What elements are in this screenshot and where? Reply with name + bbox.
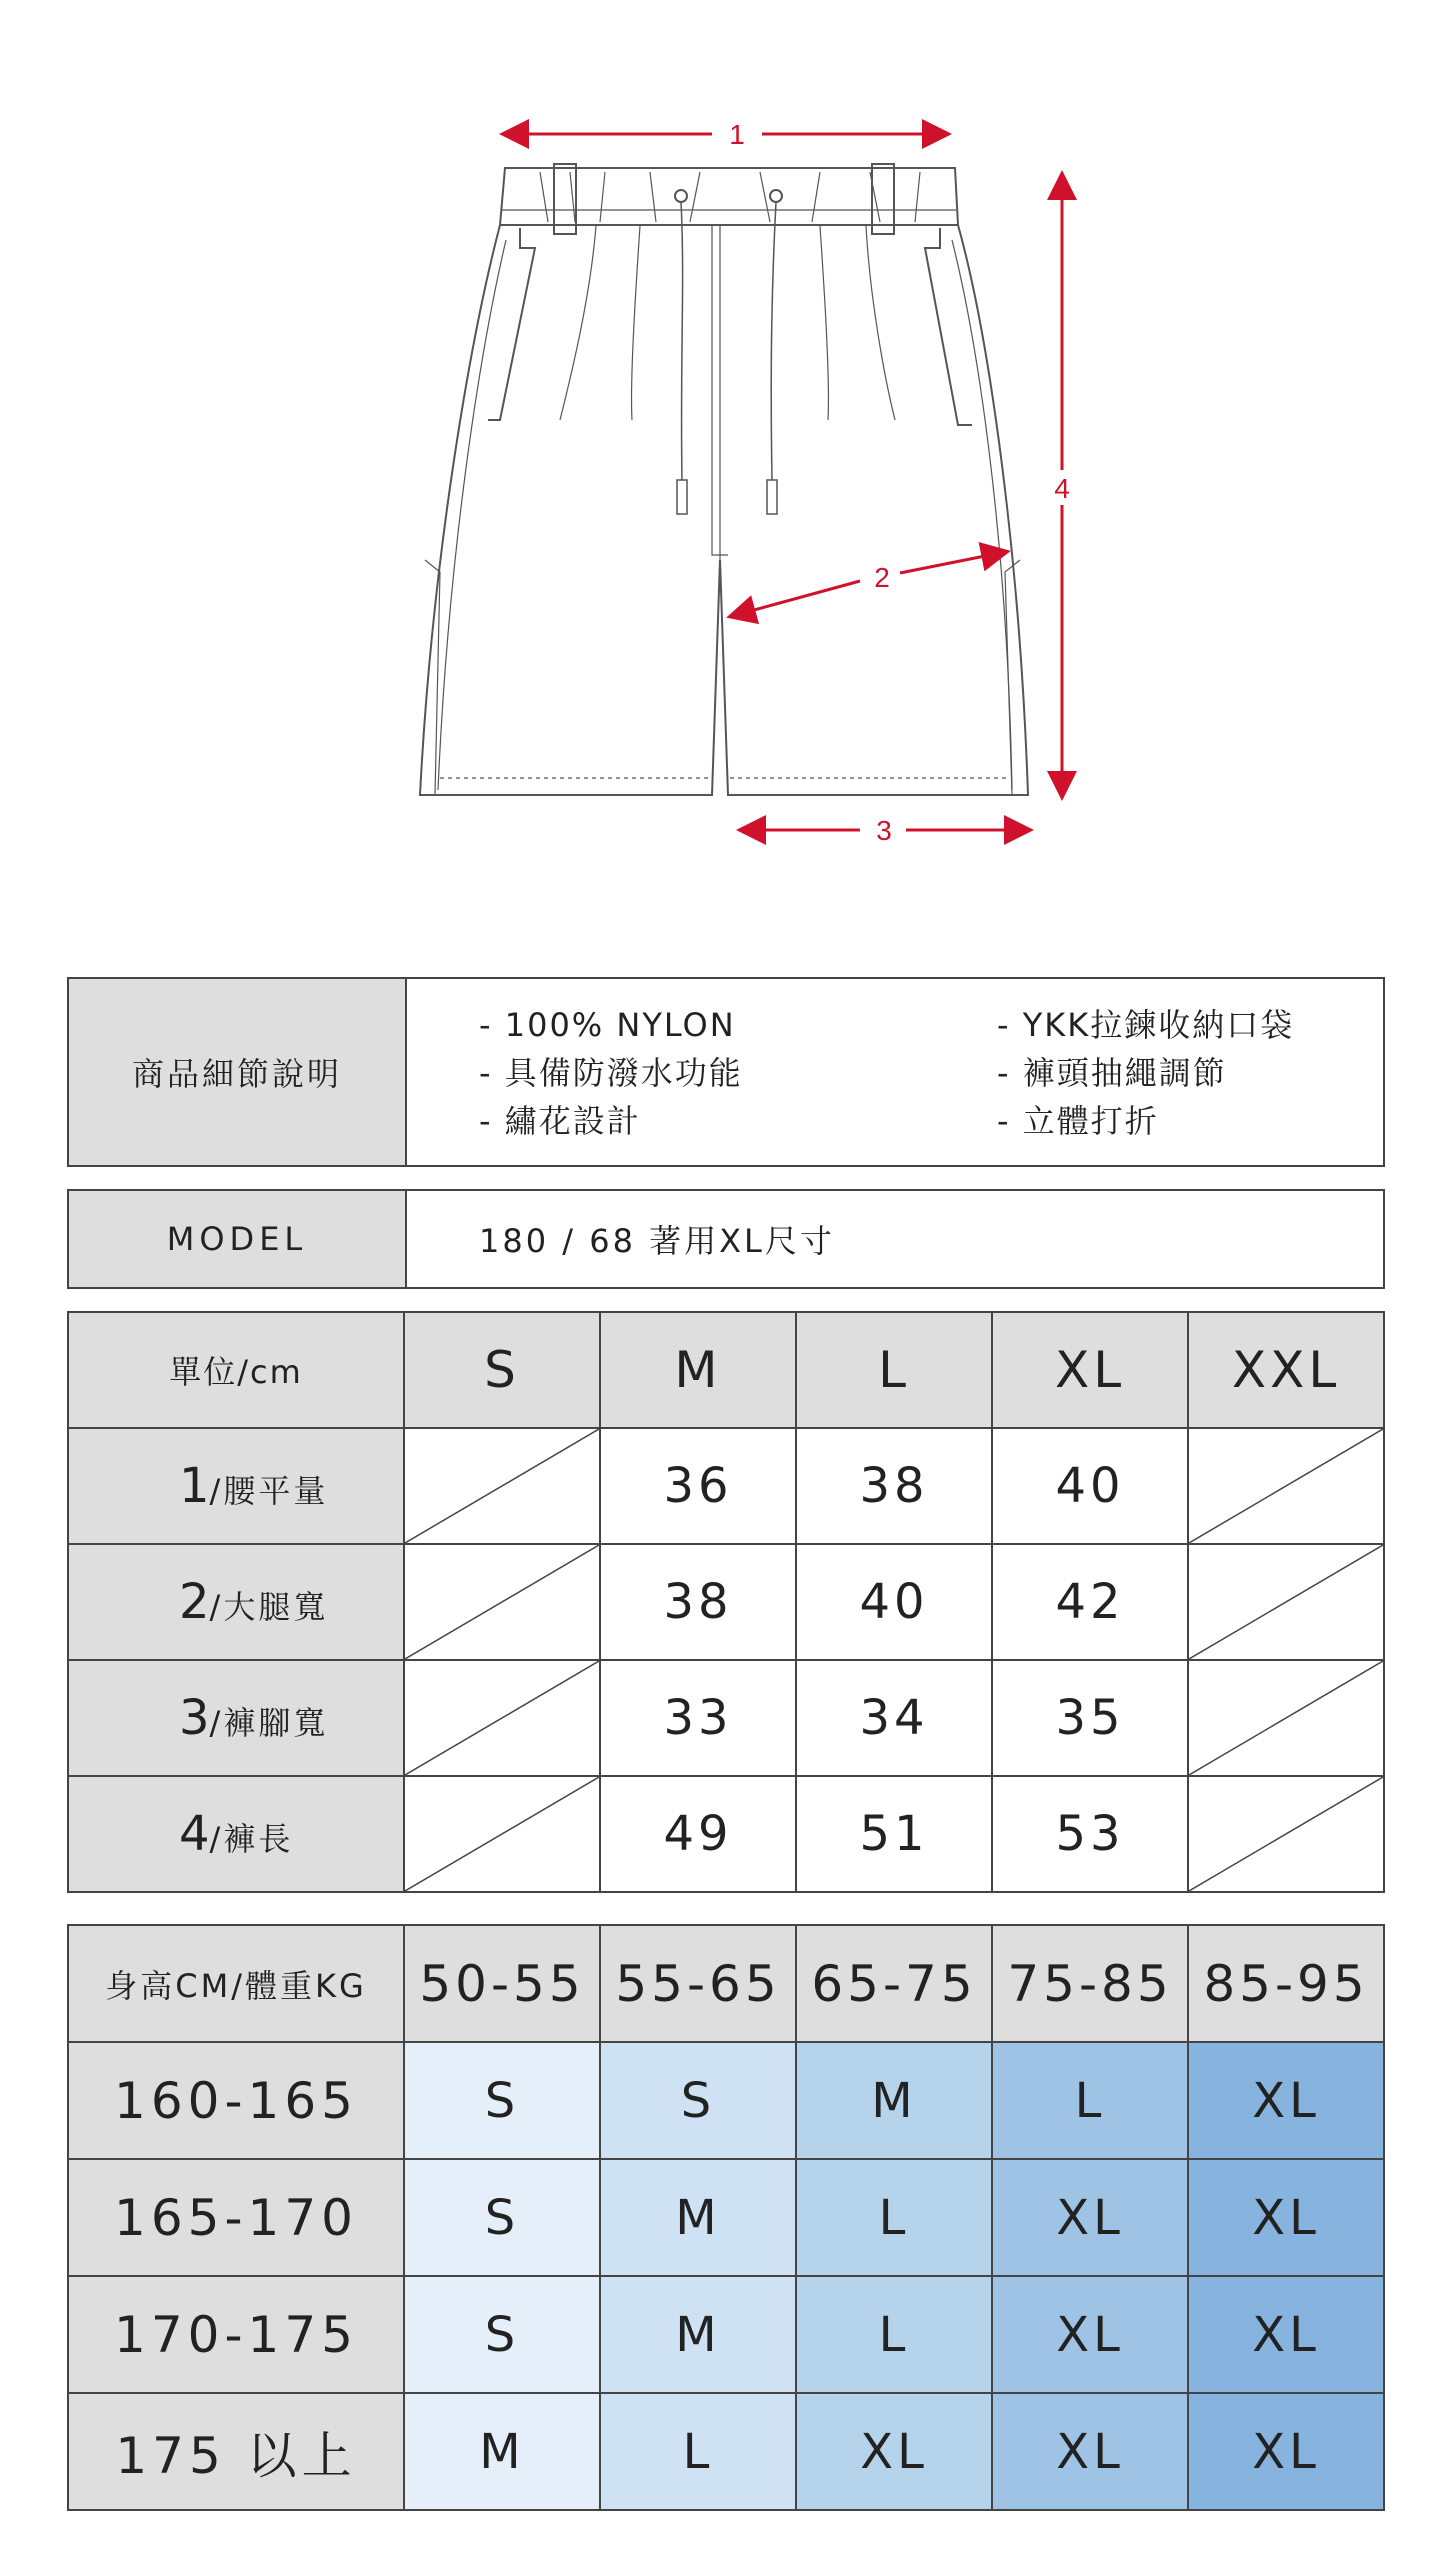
not-available-cell [404, 1660, 600, 1776]
measurement-value: 36 [600, 1428, 796, 1544]
thigh-arrow-lower [732, 581, 860, 616]
features-cell [406, 978, 1384, 1166]
shorts-outline [420, 164, 1028, 795]
fit-size-cell: L [992, 2042, 1188, 2159]
height-weight-label: 身高CM/體重KG [68, 1925, 404, 2042]
model-table [67, 1189, 1385, 1289]
size-header: M [600, 1312, 796, 1428]
not-available-cell [1188, 1544, 1384, 1660]
height-label: 165-170 [68, 2159, 404, 2276]
fit-size-cell: M [600, 2159, 796, 2276]
measurement-value: 35 [992, 1660, 1188, 1776]
unit-label: 單位/cm [68, 1312, 404, 1428]
measurement-label: 3/褲腳寬 [68, 1660, 404, 1776]
measurement-row [68, 1776, 1384, 1892]
size-header: XXL [1188, 1312, 1384, 1428]
weight-header-row [68, 1925, 1384, 2042]
not-available-cell [404, 1428, 600, 1544]
fit-size-cell: M [600, 2276, 796, 2393]
shorts-technical-drawing [0, 0, 1440, 880]
fit-size-cell: XL [992, 2393, 1188, 2510]
measurement-label: 4/褲長 [68, 1776, 404, 1892]
fit-recommendation-table [67, 1924, 1385, 2511]
fit-size-cell: L [796, 2276, 992, 2393]
weight-header: 55-65 [600, 1925, 796, 2042]
label-4: 4 [1054, 473, 1070, 504]
measurement-value: 33 [600, 1660, 796, 1776]
fit-size-cell: XL [1188, 2042, 1384, 2159]
size-header: S [404, 1312, 600, 1428]
fit-size-cell: XL [1188, 2393, 1384, 2510]
measurement-value: 40 [992, 1428, 1188, 1544]
feature-item: - 褲頭抽繩調節 [997, 1054, 1227, 1092]
height-label: 175 以上 [68, 2393, 404, 2510]
feature-item: - 立體打折 [997, 1102, 1159, 1140]
measurement-value: 38 [796, 1428, 992, 1544]
height-label: 170-175 [68, 2276, 404, 2393]
fit-size-cell: XL [992, 2159, 1188, 2276]
measurement-value: 38 [600, 1544, 796, 1660]
fit-size-cell: XL [796, 2393, 992, 2510]
fit-size-cell: L [600, 2393, 796, 2510]
model-header: MODEL [68, 1190, 406, 1288]
fit-size-cell: S [404, 2159, 600, 2276]
model-value: 180 / 68 著用XL尺寸 [406, 1190, 1384, 1288]
size-header-row [68, 1312, 1384, 1428]
not-available-cell [404, 1776, 600, 1892]
fit-row [68, 2393, 1384, 2510]
measurement-value: 40 [796, 1544, 992, 1660]
features-right [997, 1001, 1294, 1145]
details-header: 商品細節說明 [68, 978, 406, 1166]
fit-size-cell: XL [992, 2276, 1188, 2393]
weight-header: 65-75 [796, 1925, 992, 2042]
thigh-arrow-upper [900, 552, 1005, 573]
fit-size-cell: XL [1188, 2276, 1384, 2393]
fit-row [68, 2159, 1384, 2276]
fit-row [68, 2276, 1384, 2393]
fit-size-cell: S [404, 2276, 600, 2393]
measurement-label: 2/大腿寬 [68, 1544, 404, 1660]
feature-item: - 100% NYLON [479, 1006, 736, 1044]
not-available-cell [1188, 1776, 1384, 1892]
fit-size-cell: S [600, 2042, 796, 2159]
label-1: 1 [729, 119, 745, 150]
features-left [479, 1001, 743, 1145]
measurement-value: 53 [992, 1776, 1188, 1892]
fit-size-cell: S [404, 2042, 600, 2159]
measurement-row [68, 1428, 1384, 1544]
measurement-label: 1/腰平量 [68, 1428, 404, 1544]
fit-size-cell: M [796, 2042, 992, 2159]
weight-header: 85-95 [1188, 1925, 1384, 2042]
fit-row [68, 2042, 1384, 2159]
product-details-table [67, 977, 1385, 1167]
not-available-cell [1188, 1660, 1384, 1776]
height-label: 160-165 [68, 2042, 404, 2159]
weight-header: 50-55 [404, 1925, 600, 2042]
feature-item: - 繡花設計 [479, 1102, 641, 1140]
measurement-value: 51 [796, 1776, 992, 1892]
not-available-cell [1188, 1428, 1384, 1544]
size-header: L [796, 1312, 992, 1428]
measurement-row [68, 1660, 1384, 1776]
fit-size-cell: XL [1188, 2159, 1384, 2276]
feature-item: - 具備防潑水功能 [479, 1054, 743, 1092]
weight-header: 75-85 [992, 1925, 1188, 2042]
size-measurement-table [67, 1311, 1385, 1893]
measurement-value: 49 [600, 1776, 796, 1892]
label-3: 3 [876, 815, 892, 846]
size-header: XL [992, 1312, 1188, 1428]
measurement-row [68, 1544, 1384, 1660]
measure-labels [729, 119, 1070, 846]
label-2: 2 [874, 562, 890, 593]
not-available-cell [404, 1544, 600, 1660]
measurement-value: 42 [992, 1544, 1188, 1660]
measurement-value: 34 [796, 1660, 992, 1776]
feature-item: - YKK拉鍊收納口袋 [997, 1006, 1295, 1044]
measure-arrows [505, 134, 1062, 830]
fit-size-cell: L [796, 2159, 992, 2276]
fit-size-cell: M [404, 2393, 600, 2510]
